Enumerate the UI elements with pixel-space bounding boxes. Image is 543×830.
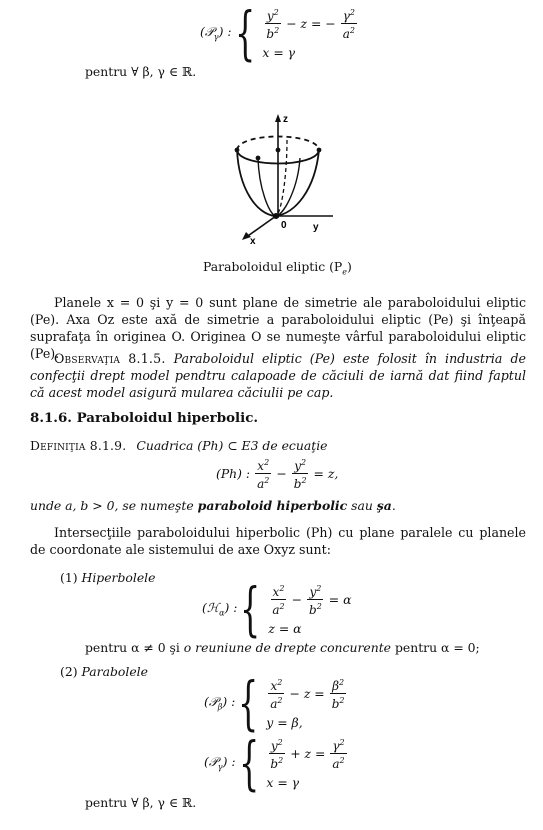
point [276,148,281,153]
equation-text: = z, [313,466,339,481]
paraboloid-figure [225,110,335,250]
observation-label: Observaţia 8.1.5. [54,351,166,366]
intersections-paragraph: Intersecţiile paraboloidului hiperbolic (Ph) cu plane paralele cu planele de coordonate ale sistemului de axe Oxyz sunt: [30,525,526,557]
system-brace: { [238,669,259,737]
fraction: $\frac{x^2}{a^2}$ [257,458,270,491]
hyperbola-note: pentru α ≠ 0 şi o reuniune de drepte concurente pentru α = 0; [85,640,480,655]
equation-line: z = α [268,620,302,636]
equation-line: $\frac{x^2}{a^2}$ − z = $\frac{\beta^2}{b^2}$ [270,677,345,711]
definition-equation [216,456,338,491]
equation-label: (Ph) : [216,466,251,481]
fraction: $\frac{y^2}{b^2}$ [266,7,280,41]
equation-line: y = β, [266,714,303,730]
definition-text: Cuadrica (Ph) ⊂ E3 de ecuaţie [136,438,328,453]
equation-text: − z = − [286,15,336,31]
meridian-left [258,158,275,216]
definition-after: unde a, b > 0, se numeşte paraboloid hiperbolic sau şa. [30,498,396,513]
system-equations [266,736,348,791]
list-item-1-heading: (1) Hiperbolele [60,570,156,585]
fraction: $\frac{\gamma^2}{a^2}$ [342,7,355,41]
figure-caption: Paraboloidul eliptic $(P_e)$ [203,259,352,277]
equation-text: − [276,466,287,481]
axis-label-x: x [250,236,256,247]
system-brace: { [238,729,259,797]
definition-label: Definiţia 8.1.9. [30,438,127,453]
pentru-line: pentru ∀ β, γ ∈ ℝ. [85,795,197,810]
system-equations [266,676,348,731]
equation-line: x = γ [266,774,300,790]
definition-line [30,438,328,454]
x-axis [245,216,276,238]
z-axis-arrow [275,114,281,122]
point [235,148,240,153]
system-label: (𝒫$_\beta$) : [204,694,236,712]
system-equations [268,582,351,637]
system-equations [262,6,359,61]
axis-label-z: z [283,114,288,125]
parabola-beta-system [204,669,348,737]
hyperbola-system [202,575,352,643]
list-item-2-heading: (2) Parabolele [60,664,148,679]
axis-label-y: y [313,222,319,233]
symmetry-paragraph: Planele x = 0 şi y = 0 sunt plane de simetrie ale paraboloidului eliptic (Pe). Axa Oz este axă de simetrie a paraboloidului eliptic (Pe) şi înţeapă suprafaţa în originea O. Originea O se numeşte vârful paraboloidului eliptic (Pe). [30,295,526,361]
observation-block [30,350,526,401]
system-brace: { [240,575,261,643]
meridian-right [277,158,300,216]
system-label: (𝒫$_\gamma$) : [200,24,232,42]
equation-line [262,6,359,41]
pentru-line: pentru ∀ β, γ ∈ ℝ. [85,64,197,79]
equation-line: $\frac{x^2}{a^2}$ − $\frac{y^2}{b^2}$ = α [272,583,352,617]
point [317,148,322,153]
parabola-gamma-system [204,729,349,797]
equation-line: $\frac{y^2}{b^2}$ + z = $\frac{\gamma^2}{a^2}$ [270,737,345,771]
system-label: (ℋ$_\alpha$) : [202,600,238,618]
observation-text: Paraboloidul eliptic (Pe) este folosit în industria de confecţii drept model pendtru calapoade de căciuli de iarnă dat fiind faptul că acest model asigură mularea căciulii pe cap. [30,351,526,400]
top-system [200,0,359,67]
origin-label: 0 [281,220,287,231]
fraction: $\frac{y^2}{b^2}$ [293,458,307,491]
point [256,156,261,161]
equation-line: x = γ [262,44,296,60]
section-heading: 8.1.6. Paraboloidul hiperbolic. [30,410,259,426]
system-label: (𝒫$_\gamma$) : [204,754,236,772]
system-brace: { [234,0,255,67]
